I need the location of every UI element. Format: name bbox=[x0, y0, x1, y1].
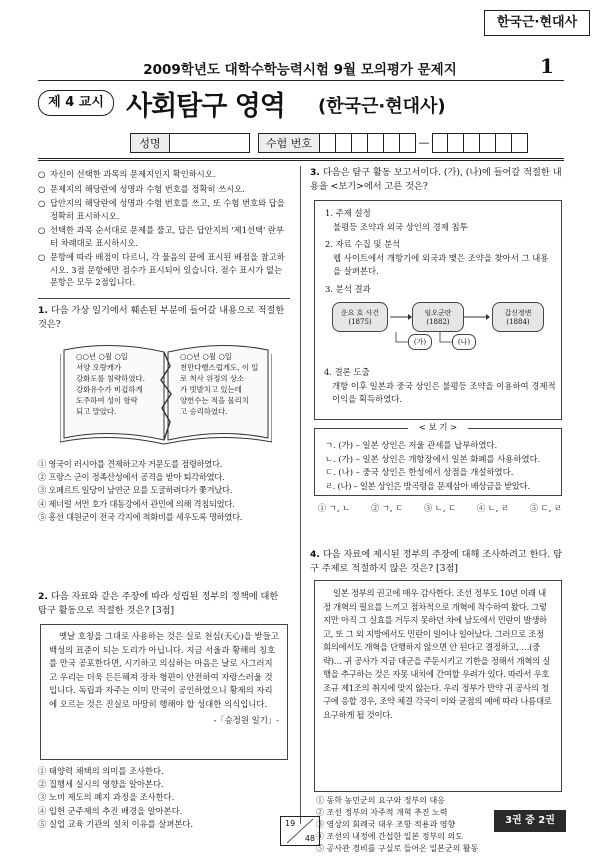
question-1-number: 1. bbox=[38, 305, 48, 316]
answer-option[interactable]: ④ 제너럴 셔먼 호가 대동강에서 관민에 의해 격침되었다. bbox=[38, 498, 235, 509]
notice-item: ○ 문제지의 해당란에 성명과 수험 번호를 정확히 쓰시오. bbox=[38, 183, 245, 194]
answer-option[interactable]: ⑤ ㄷ, ㄹ bbox=[529, 503, 562, 513]
question-4-stem: 4. 다음 자료에 제시된 정부의 주장에 대해 조사하려고 한다. 탐구 주제로 적절하지 않은 것은? [3점] bbox=[310, 549, 563, 574]
question-1-stem: 1. 다음 가상 일기에서 훼손된 부분에 들어갈 내용으로 적절한 것은? bbox=[38, 305, 285, 330]
notice-item: ○ 자신이 선택한 과목의 문제지인지 확인하시오. bbox=[38, 169, 216, 179]
answer-option[interactable]: ③ 영상의 회례국 대우 조항 적용과 영향 bbox=[316, 820, 456, 829]
blank-b-label: (나) bbox=[452, 334, 476, 350]
column-divider bbox=[300, 166, 301, 824]
footer-page-total: 48 bbox=[304, 834, 315, 843]
answer-option[interactable]: ③ ㄴ, ㄷ bbox=[423, 503, 457, 513]
diary-left-page: ○○년 ○월 ○일 서양 오랑캐가 강화도를 침략하였다. 강화유수가 비겁하게 도주하여 성이 함락 되고 말았다. bbox=[76, 352, 145, 416]
exam-number-digit[interactable] bbox=[496, 133, 512, 153]
question-3-options bbox=[318, 502, 562, 515]
period-box: 제 4 교시 bbox=[38, 90, 114, 116]
name-label: 성명 bbox=[130, 133, 170, 153]
flow-event-box: 갑신정변 (1884) bbox=[492, 302, 544, 332]
question-4-number: 4. bbox=[310, 549, 320, 560]
question-2-passage-box bbox=[40, 624, 288, 760]
answer-option[interactable]: ② ㄱ, ㄷ bbox=[370, 503, 404, 513]
answer-option[interactable]: ④ 조선의 내정에 간섭한 일본 정부의 의도 bbox=[316, 832, 463, 841]
question-2-number: 2. bbox=[38, 591, 48, 602]
answer-option[interactable]: ④ 입헌 군주제의 추진 배경을 알아본다. bbox=[38, 805, 183, 816]
exam-number-dash: — bbox=[418, 136, 430, 149]
report-section-body: 웹 사이트에서 개항기에 외국과 맺은 조약을 찾아서 그 내용을 살펴본다. bbox=[333, 252, 549, 276]
question-1-options bbox=[38, 458, 290, 524]
flow-arrows bbox=[388, 312, 492, 352]
answer-option[interactable]: ③ 오페르트 일당이 남연군 묘를 도굴하려다가 쫓겨났다. bbox=[38, 485, 233, 496]
exam-number-digit[interactable] bbox=[320, 133, 336, 153]
subject-subtitle: (한국근·현대사) bbox=[318, 96, 446, 117]
notice-rule bbox=[38, 298, 290, 299]
answer-option[interactable]: ⑤ 흥선 대원군이 전국 각지에 척화비를 세우도록 명하였다. bbox=[38, 511, 243, 522]
question-2-stem: 2. 다음 자료와 같은 주장에 따라 성립된 정부의 정책에 대한 탐구 활동으로 적절한 것은? [3점] bbox=[38, 591, 279, 616]
question-2-options bbox=[38, 765, 290, 831]
notice-list bbox=[38, 168, 290, 289]
bogi-item: ㄴ. (가) – 일본 상인은 개항장에서 일본 화폐를 사용하였다. bbox=[325, 453, 541, 464]
header-rule bbox=[38, 80, 564, 81]
exam-number-digit[interactable] bbox=[432, 133, 448, 153]
answer-option[interactable]: ① 동학 농민군의 요구와 정부의 대응 bbox=[316, 796, 445, 805]
question-3-number: 3. bbox=[310, 167, 320, 178]
answer-option[interactable]: ⑤ 실업 교육 기관의 설치 이유를 살펴본다. bbox=[38, 818, 193, 829]
report-section-body: 불평등 조약과 외국 상인의 경제 침투 bbox=[333, 221, 468, 232]
header-double-rule bbox=[38, 158, 564, 161]
report-section-body: 개항 이후 일본과 중국 상인은 불평등 조약을 이용하여 경제적 이익을 획득하였다. bbox=[332, 380, 556, 404]
diary-right-page: ○○년 ○월 ○일 천만다행스럽게도, 이 일 로 척사 위정의 상소 가 빗발치고 있는데 양헌수는 적을 물리치 고 승리하였다. bbox=[180, 352, 259, 416]
exam-number-digit[interactable] bbox=[384, 133, 400, 153]
answer-option[interactable]: ② 프랑스 군이 정족산성에서 공격을 받아 퇴각하였다. bbox=[38, 472, 225, 483]
footer-volume-tag: 3권 중 2권 bbox=[494, 810, 566, 832]
bogi-item: ㄹ. (나) – 일본 상인은 방곡령을 문제삼아 배상금을 받았다. bbox=[325, 480, 530, 491]
exam-number-label: 수험 번호 bbox=[258, 133, 320, 153]
question-3-stem: 3. 다음은 탐구 활동 보고서이다. (가), (나)에 들어갈 적절한 내용을 <보기>에서 고른 것은? bbox=[310, 167, 562, 192]
candidate-info-row bbox=[130, 133, 528, 153]
question-2-passage: 옛날 호칭을 그대로 사용하는 것은 실로 천심(天心)을 받들고 백성의 표준이 되는 도리가 아닙니다. 지금 서울과 황해의 칭호를 만국 공포한다면, 시기하고 의심하는 마음은 날로 사그러지고 우리는 더욱 든든해져 장차 형편이 안전하여 자랑스러울 것입니다. 독립과 자주는 이미 만국이 공인하였으니 황제의 자리에 오르는 것은 진실로 마땅히 행해야 할 성대한 의식입니다. bbox=[49, 631, 279, 709]
exam-number-digit[interactable] bbox=[368, 133, 384, 153]
subject-title: 사회탐구 영역 bbox=[126, 91, 285, 122]
exam-number-digit[interactable] bbox=[352, 133, 368, 153]
report-conclusion bbox=[324, 366, 556, 407]
bogi-item: ㄷ. (나) – 중국 상인은 한성에서 상점을 개설하였다. bbox=[325, 467, 514, 477]
exam-number-digit[interactable] bbox=[480, 133, 496, 153]
exam-number-digit[interactable] bbox=[512, 133, 528, 153]
question-4-passage: 일본 정부의 권고에 매우 감사한다. 조선 정부도 10년 이래 내정 개혁의 필요를 느끼고 점차적으로 개혁에 착수하여 왔다. 그렇지만 아직 그 실효를 거두지 못하던 차에 남도에서 민란이 발생하고, 또 그 외 지방에서도 민란이 일어나 일어났다. 그러므로 조정 회의에서도 개혁을 단행하지 않으면 안 된다고 결정하고, …(중략)… 귀 공사가 지금 대군을 주둔시키고 기한을 정해서 개혁의 실행을 추구하는 것은 자못 내치에 간여할 우려가 있다. 따라서 우호조규 제1조의 취지에 맞지 않는다. 우리 정부가 만약 귀 공사의 청구에 응할 경우, 조약 체결 각국이 이와 균점의 예에 따라 나름대로 요구하게 될 것이다. bbox=[323, 588, 552, 720]
answer-option[interactable]: ④ ㄴ, ㄹ bbox=[476, 503, 510, 513]
flow-event-box: 임오군란 (1882) bbox=[412, 302, 464, 332]
answer-option[interactable]: ② 조선 정부의 자주적 개혁 추진 노력 bbox=[316, 808, 448, 817]
notice-item: ○ 문항에 따라 배점이 다르니, 각 물음의 끝에 표시된 배점을 참고하시오. 3점 문항에만 점수가 표시되어 있습니다. 점수 표시가 없는 문항은 모두 2점입니다. bbox=[38, 252, 285, 287]
answer-option[interactable]: ① 태양력 채택의 의미를 조사한다. bbox=[38, 766, 164, 776]
answer-option[interactable]: ① ㄱ, ㄴ bbox=[318, 503, 351, 513]
bogi-label: < 보 기 > bbox=[408, 421, 468, 434]
exam-number-digit[interactable] bbox=[448, 133, 464, 153]
flow-event-box: 운요 호 사건 (1875) bbox=[332, 302, 388, 332]
footer-page-current: 19 bbox=[285, 819, 296, 828]
report-section-title: 2. 자료 수집 및 분석 bbox=[325, 239, 401, 249]
exam-number-digit[interactable] bbox=[464, 133, 480, 153]
notice-item: ○ 답안지의 해당란에 성명과 수험 번호를 쓰고, 또 수험 번호와 답을 정확히 표시하시오. bbox=[38, 198, 285, 221]
exam-title: 2009학년도 대학수학능력시험 9월 모의평가 문제지 bbox=[143, 62, 457, 78]
blank-a-label: (가) bbox=[408, 334, 432, 350]
question-2-source: -「승정원 일기」- bbox=[213, 715, 279, 725]
footer-page-counter bbox=[280, 816, 320, 846]
bogi-box bbox=[314, 428, 562, 496]
page-number: 1 bbox=[540, 54, 554, 78]
question-4-points: [3점] bbox=[436, 563, 458, 574]
report-section-title: 1. 주제 설정 bbox=[325, 208, 371, 218]
answer-option[interactable]: ② 집행세 실시의 영향을 알아본다. bbox=[38, 779, 164, 790]
answer-option[interactable]: ① 영국이 러시아를 견제하고자 거문도를 점령하였다. bbox=[38, 459, 223, 469]
report-section-title: 3. 분석 결과 bbox=[325, 283, 371, 294]
answer-option[interactable]: ③ 노비 제도의 폐지 과정을 조사한다. bbox=[38, 792, 175, 803]
exam-number-digit[interactable] bbox=[400, 133, 416, 153]
bogi-item: ㄱ. (가) – 일본 상인은 저울 관세를 납부하였다. bbox=[325, 440, 498, 450]
notice-item: ○ 선택한 과목 순서대로 문제를 풀고, 답은 답안지의 '제1선택' 란부터 차례대로 표시하시오. bbox=[38, 225, 284, 248]
report-section-title: 4. 결론 도출 bbox=[324, 367, 370, 377]
question-4-passage-box bbox=[314, 580, 562, 792]
subject-tag: 한국근·현대사 bbox=[484, 10, 590, 36]
question-2-points: [3점] bbox=[152, 605, 175, 616]
name-field[interactable] bbox=[170, 133, 250, 153]
answer-option[interactable]: ⑤ 공사관 경비를 구실로 들어온 일본군의 활동 bbox=[316, 844, 479, 853]
exam-number-digit[interactable] bbox=[336, 133, 352, 153]
